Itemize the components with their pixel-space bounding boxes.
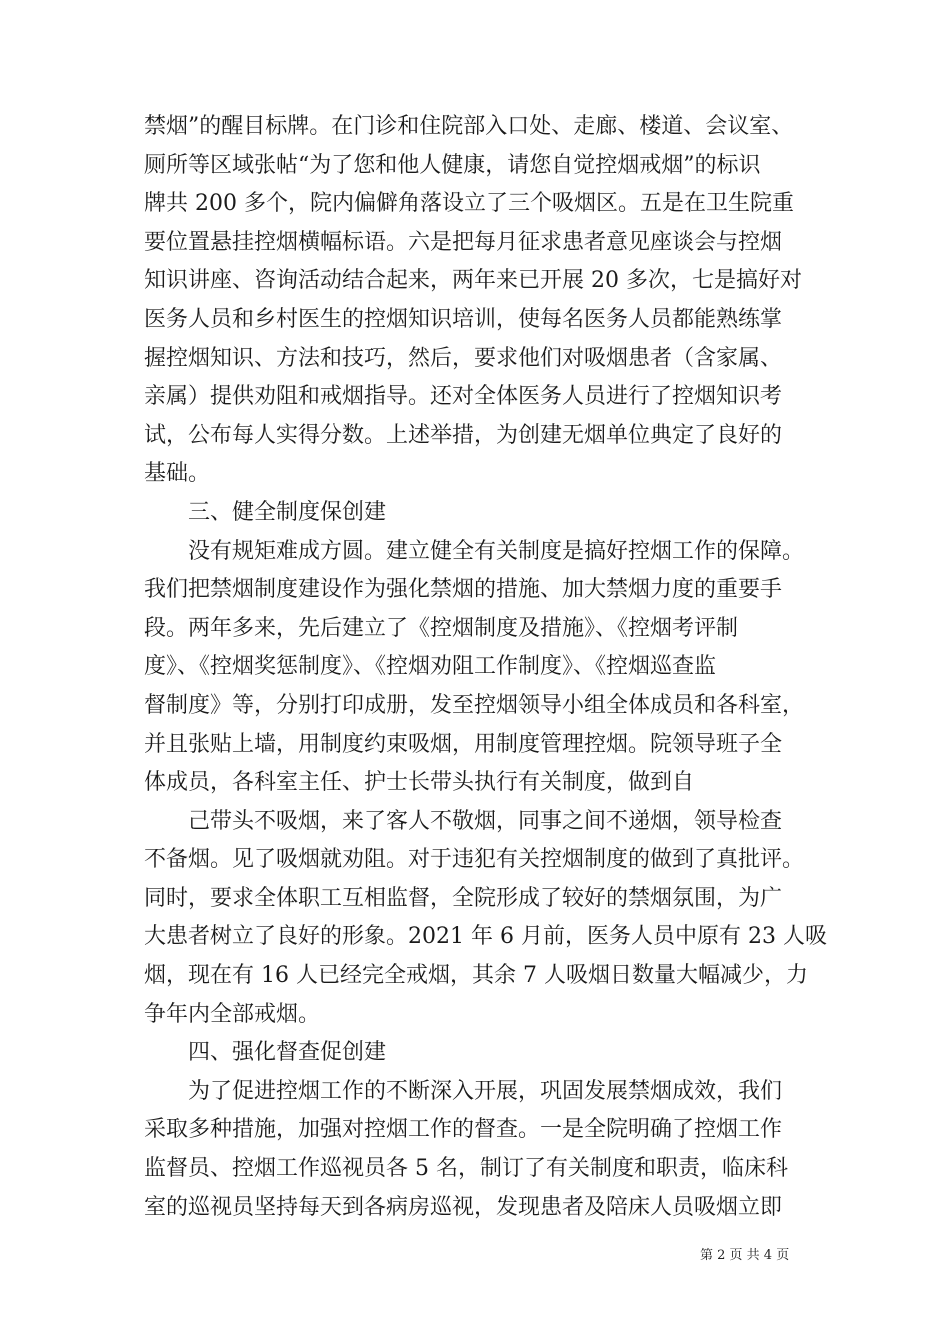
- body-text: [144, 108, 827, 1227]
- text-line: 我们把禁烟制度建设作为强化禁烟的措施、加大禁烟力度的重要手: [144, 577, 783, 603]
- text-line: 体成员，各科室主任、护士长带头执行有关制度，做到自: [144, 770, 695, 796]
- text-line: 亲属）提供劝阻和戒烟指导。还对全体医务人员进行了控烟知识考: [144, 384, 783, 410]
- text-line: 监督员、控烟工作巡视员各 5 名，制订了有关制度和职责，临床科: [144, 1156, 788, 1182]
- text-line: 没有规矩难成方圆。建立健全有关制度是搞好控烟工作的保障。: [188, 538, 805, 564]
- text-line: 牌共 200 多个，院内偏僻角落设立了三个吸烟区。五是在卫生院重: [144, 191, 794, 217]
- text-line: 并且张贴上墙，用制度约束吸烟，用制度管理控烟。院领导班子全: [144, 731, 783, 757]
- text-line: 室的巡视员坚持每天到各病房巡视，发现患者及陪床人员吸烟立即: [144, 1194, 783, 1220]
- page-number-footer: 第 2 页 共 4 页: [700, 1248, 790, 1263]
- text-line: 大患者树立了良好的形象。2021 年 6 月前，医务人员中原有 23 人吸: [144, 924, 827, 950]
- section-heading: 三、健全制度保创建: [188, 499, 387, 525]
- text-line: 知识讲座、咨询活动结合起来，两年来已开展 20 多次，七是搞好对: [144, 268, 802, 294]
- text-line: 己带头不吸烟，来了客人不敬烟，同事之间不递烟，领导检查: [188, 808, 783, 834]
- text-line: 段。两年多来，先后建立了《控烟制度及措施》、《控烟考评制: [144, 615, 739, 641]
- text-line: 握控烟知识、方法和技巧，然后，要求他们对吸烟患者（含家属、: [144, 345, 783, 371]
- section-heading: 四、强化督查促创建: [188, 1040, 387, 1066]
- text-line: 不备烟。见了吸烟就劝阻。对于违犯有关控烟制度的做到了真批评。: [144, 847, 805, 873]
- text-line: 试，公布每人实得分数。上述举措，为创建无烟单位典定了良好的: [144, 422, 783, 448]
- text-line: 为了促进控烟工作的不断深入开展，巩固发展禁烟成效，我们: [188, 1078, 783, 1104]
- text-line: 禁烟”的醒目标牌。在门诊和住院部入口处、走廊、楼道、会议室、: [144, 114, 794, 139]
- text-line: 医务人员和乡村医生的控烟知识培训，使每名医务人员都能熟练掌: [144, 306, 783, 332]
- text-line: 要位置悬挂控烟横幅标语。六是把每月征求患者意见座谈会与控烟: [144, 229, 783, 255]
- text-line: 争年内全部戒烟。: [144, 1001, 321, 1027]
- text-line: 厕所等区域张帖“为了您和他人健康，请您自觉控烟戒烟”的标识: [144, 152, 761, 178]
- text-line: 同时，要求全体职工互相监督，全院形成了较好的禁烟氛围，为广: [144, 885, 783, 911]
- text-line: 度》、《控烟奖惩制度》、《控烟劝阻工作制度》、《控烟巡查监: [144, 654, 717, 680]
- text-line: 烟，现在有 16 人已经完全戒烟，其余 7 人吸烟日数量大幅减少，力: [144, 963, 808, 989]
- text-line: 基础。: [144, 461, 211, 487]
- document-body: [144, 108, 827, 1227]
- text-line: 督制度》等，分别打印成册，发至控烟领导小组全体成员和各科室，: [144, 692, 805, 718]
- text-line: 采取多种措施，加强对控烟工作的督查。一是全院明确了控烟工作: [144, 1117, 783, 1143]
